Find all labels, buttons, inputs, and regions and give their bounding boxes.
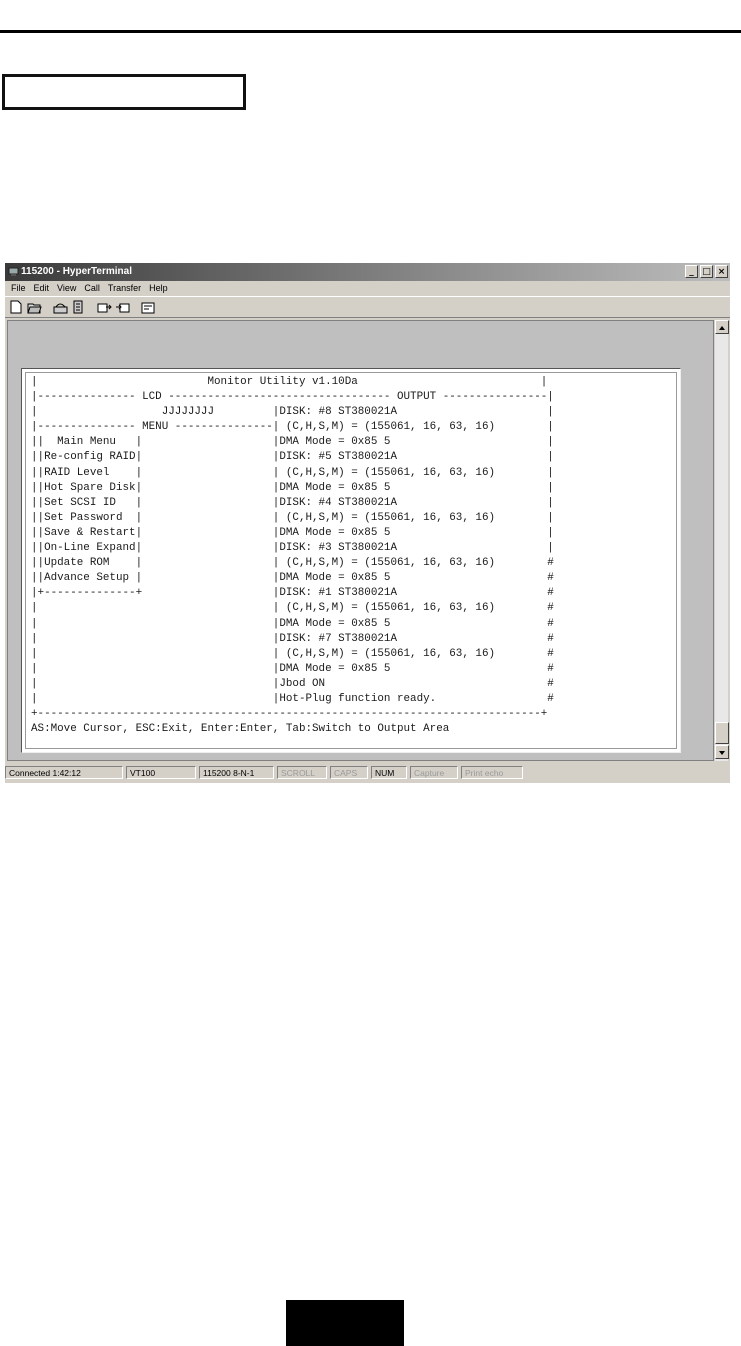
page-number-tab	[286, 1300, 404, 1346]
menu-call[interactable]: Call	[84, 283, 100, 293]
menu-help[interactable]: Help	[149, 283, 168, 293]
status-capture: Capture	[410, 766, 458, 779]
terminal-line: |--------------- LCD ---------------------------------- OUTPUT ----------------|	[31, 391, 554, 404]
maximize-button[interactable]: □	[700, 265, 713, 278]
terminal-line: | |DMA Mode = 0x85 5 #	[31, 617, 554, 630]
scroll-up-arrow[interactable]	[715, 320, 729, 334]
terminal-line: ||RAID Level | | (C,H,S,M) = (155061, 16, 63, 16) |	[31, 466, 554, 479]
hyperterminal-icon	[8, 266, 19, 277]
hyperterminal-window	[5, 263, 730, 783]
status-print-echo: Print echo	[461, 766, 523, 779]
connect-icon[interactable]	[52, 299, 68, 315]
menu-transfer[interactable]: Transfer	[107, 283, 142, 293]
properties-icon[interactable]	[140, 299, 156, 315]
menu-file[interactable]: File	[11, 283, 26, 293]
top-rule	[0, 30, 741, 33]
terminal-line: | |Jbod ON #	[31, 677, 554, 690]
status-settings: 115200 8-N-1	[199, 766, 274, 779]
toolbar	[5, 296, 730, 318]
status-emulation: VT100	[126, 766, 196, 779]
terminal-line: | Monitor Utility v1.10Da |	[31, 376, 548, 388]
receive-icon[interactable]	[114, 299, 130, 315]
vertical-scrollbar[interactable]	[714, 320, 728, 761]
terminal-line: |--------------- MENU ---------------| (C,H,S,M) = (155061, 16, 63, 16) |	[31, 421, 554, 434]
terminal-frame	[25, 372, 677, 749]
terminal-line: | |DMA Mode = 0x85 5 #	[31, 662, 554, 675]
terminal-line: ||Set Password | | (C,H,S,M) = (155061, 16, 63, 16) |	[31, 511, 554, 524]
terminal-line: | |Hot-Plug function ready. #	[31, 692, 554, 705]
terminal-line: | | (C,H,S,M) = (155061, 16, 63, 16) #	[31, 647, 554, 660]
terminal-line: || Main Menu | |DMA Mode = 0x85 5 |	[31, 436, 554, 449]
close-button[interactable]: ×	[715, 265, 728, 278]
title-bar[interactable]	[5, 263, 730, 281]
terminal-line: +-----------------------------------------------------------------------------+	[31, 708, 548, 721]
scroll-down-arrow[interactable]	[715, 745, 729, 759]
section-heading-box	[2, 74, 246, 110]
terminal-line: ||On-Line Expand| |DISK: #3 ST380021A |	[31, 542, 554, 555]
status-bar	[5, 763, 730, 781]
terminal-line: ||Hot Spare Disk| |DMA Mode = 0x85 5 |	[31, 481, 554, 494]
send-icon[interactable]	[96, 299, 112, 315]
terminal-line: ||Set SCSI ID | |DISK: #4 ST380021A |	[31, 496, 554, 509]
window-title: 115200 - HyperTerminal	[21, 266, 132, 277]
terminal-line: |+--------------+ |DISK: #1 ST380021A #	[31, 587, 554, 600]
terminal-line: ||Re-config RAID| |DISK: #5 ST380021A |	[31, 451, 554, 464]
menu-view[interactable]: View	[57, 283, 77, 293]
status-connected: Connected 1:42:12	[5, 766, 123, 779]
scroll-thumb[interactable]	[715, 722, 729, 744]
status-caps: CAPS	[330, 766, 368, 779]
terminal-screen[interactable]	[21, 368, 681, 753]
terminal-line: ||Advance Setup | |DMA Mode = 0x85 5 #	[31, 572, 554, 585]
terminal-line: AS:Move Cursor, ESC:Exit, Enter:Enter, Tab:Switch to Output Area	[31, 723, 450, 736]
disconnect-icon[interactable]	[70, 299, 86, 315]
menu-bar	[5, 281, 730, 295]
status-num: NUM	[371, 766, 407, 779]
open-icon[interactable]	[26, 299, 42, 315]
minimize-button[interactable]: _	[685, 265, 698, 278]
terminal-client-area[interactable]	[7, 320, 714, 761]
new-icon[interactable]	[8, 299, 24, 315]
terminal-line: | | (C,H,S,M) = (155061, 16, 63, 16) #	[31, 602, 554, 615]
terminal-line: ||Update ROM | | (C,H,S,M) = (155061, 16, 63, 16) #	[31, 557, 554, 570]
terminal-line: ||Save & Restart| |DMA Mode = 0x85 5 |	[31, 526, 554, 539]
terminal-line: | JJJJJJJJ |DISK: #8 ST380021A |	[31, 406, 554, 419]
terminal-text[interactable]	[31, 375, 554, 737]
menu-edit[interactable]: Edit	[33, 283, 50, 293]
terminal-line: | |DISK: #7 ST380021A #	[31, 632, 554, 645]
status-scroll: SCROLL	[277, 766, 327, 779]
